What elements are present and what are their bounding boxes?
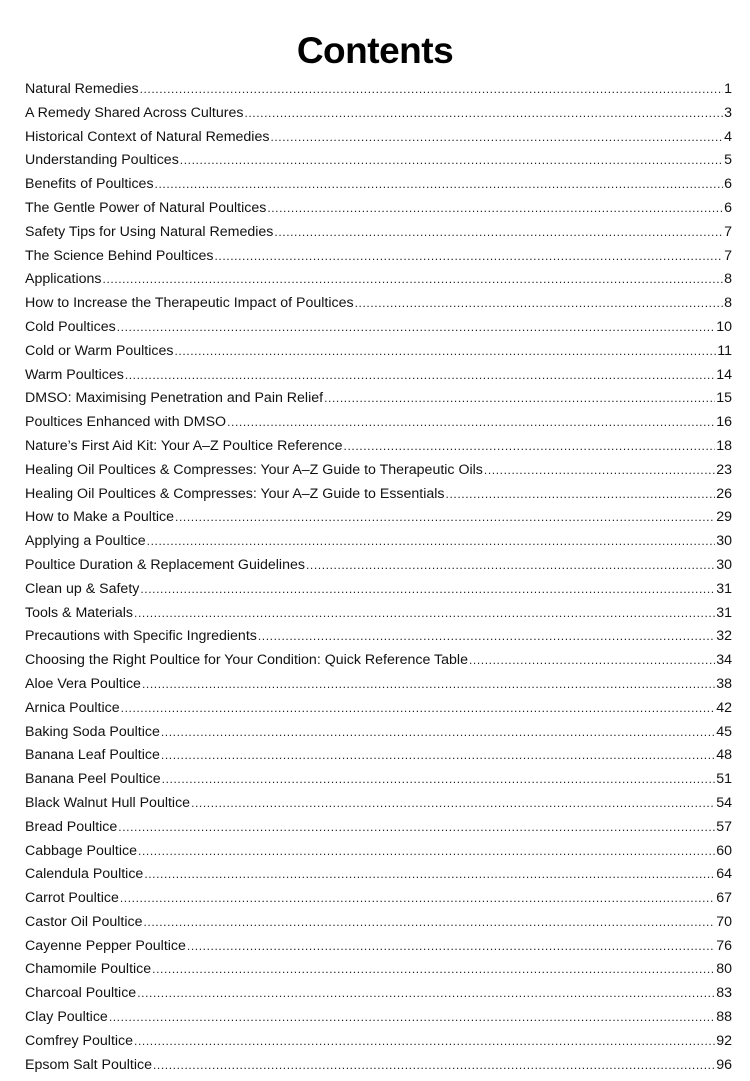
dot-leader (121, 697, 716, 721)
toc-entry-title: Banana Peel Poultice (25, 771, 161, 788)
toc-entry-title: Understanding Poultices (25, 152, 179, 169)
dot-leader (274, 221, 723, 245)
toc-entry-title: Historical Context of Natural Remedies (25, 128, 270, 145)
dot-leader (161, 744, 715, 768)
toc-page-number: 48 (716, 747, 732, 764)
toc-entry[interactable] (25, 411, 732, 435)
toc-entry-title: Aloe Vera Poultice (25, 675, 141, 692)
dot-leader (134, 602, 715, 626)
toc-entry[interactable] (25, 197, 732, 221)
toc-page-number: 6 (724, 176, 732, 193)
toc-page-number: 26 (716, 485, 732, 502)
toc-page-number: 38 (716, 675, 732, 692)
toc-page-number: 42 (716, 699, 732, 716)
toc-entry[interactable] (25, 840, 732, 864)
toc-page-number: 15 (716, 390, 732, 407)
dot-leader (267, 197, 723, 221)
toc-entry-title: Healing Oil Poultices & Compresses: Your A–Z Guide to Therapeutic Oils (25, 461, 483, 478)
dot-leader (227, 411, 715, 435)
dot-leader (258, 625, 715, 649)
toc-entry[interactable] (25, 483, 732, 507)
toc-entry-title: Calendula Poultice (25, 866, 144, 883)
dot-leader (161, 721, 715, 745)
toc-entry-title: Choosing the Right Poultice for Your Condition: Quick Reference Table (25, 652, 468, 669)
toc-entry[interactable] (25, 340, 732, 364)
toc-entry-title: Poultice Duration & Replacement Guidelines (25, 556, 305, 573)
toc-page-number: 31 (716, 580, 732, 597)
toc-entry[interactable] (25, 721, 732, 745)
dot-leader (344, 435, 716, 459)
dot-leader (484, 459, 715, 483)
toc-entry-title: Clay Poultice (25, 1009, 108, 1026)
toc-entry-title: Benefits of Poultices (25, 176, 154, 193)
toc-entry-title: How to Increase the Therapeutic Impact of Poultices (25, 295, 354, 312)
dot-leader (140, 578, 715, 602)
toc-entry-title: Cold or Warm Poultices (25, 342, 174, 359)
toc-entry[interactable] (25, 863, 732, 887)
toc-page-number: 30 (716, 556, 732, 573)
toc-entry[interactable] (25, 173, 732, 197)
toc-page-number: 32 (716, 628, 732, 645)
toc-page-number: 23 (716, 461, 732, 478)
toc-entry-title: Epsom Salt Poultice (25, 1056, 152, 1073)
toc-entry[interactable] (25, 292, 732, 316)
toc-page-number: 5 (724, 152, 732, 169)
dot-leader (103, 268, 724, 292)
dot-leader (180, 149, 723, 173)
toc-page-number: 3 (724, 104, 732, 121)
toc-page-number: 76 (716, 937, 732, 954)
dot-leader (175, 506, 715, 530)
toc-entry-title: Banana Leaf Poultice (25, 747, 160, 764)
toc-page-number: 92 (716, 1032, 732, 1049)
toc-entry[interactable] (25, 554, 732, 578)
dot-leader (187, 935, 715, 959)
toc-entry-title: Cabbage Poultice (25, 842, 138, 859)
toc-entry-title: Cayenne Pepper Poultice (25, 937, 186, 954)
toc-entry-title: Cold Poultices (25, 318, 116, 335)
toc-entry[interactable] (25, 816, 732, 840)
toc-entry-title: Clean up & Safety (25, 580, 140, 597)
toc-entry-title: DMSO: Maximising Penetration and Pain Relief (25, 390, 324, 407)
toc-entry[interactable] (25, 78, 732, 102)
dot-leader (134, 1030, 715, 1054)
toc-entry[interactable] (25, 1006, 732, 1030)
toc-page-number: 60 (716, 842, 732, 859)
toc-entry[interactable] (25, 625, 732, 649)
toc-entry-title: Comfrey Poultice (25, 1032, 134, 1049)
toc-page-number: 96 (716, 1056, 732, 1073)
toc-entry[interactable] (25, 1030, 732, 1054)
dot-leader (109, 1006, 715, 1030)
toc-entry-title: Tools & Materials (25, 604, 134, 621)
toc-entry[interactable] (25, 982, 732, 1006)
dot-leader (153, 1054, 715, 1078)
toc-page-number: 18 (716, 437, 732, 454)
toc-entry[interactable] (25, 649, 732, 673)
toc-entry[interactable] (25, 387, 732, 411)
dot-leader (270, 126, 723, 150)
toc-entry[interactable] (25, 911, 732, 935)
toc-entry[interactable] (25, 102, 732, 126)
toc-page-number: 30 (716, 533, 732, 550)
toc-page-number: 10 (716, 318, 732, 335)
toc-entry-title: Warm Poultices (25, 366, 124, 383)
toc-page-number: 57 (716, 818, 732, 835)
toc-entry[interactable] (25, 792, 732, 816)
toc-page-number: 16 (716, 414, 732, 431)
toc-entry[interactable] (25, 673, 732, 697)
toc-entry-title: Carrot Poultice (25, 890, 119, 907)
toc-entry-title: Applying a Poultice (25, 533, 146, 550)
toc-entry-title: A Remedy Shared Across Cultures (25, 104, 244, 121)
toc-entry-title: Charcoal Poultice (25, 985, 137, 1002)
toc-page-number: 7 (724, 223, 732, 240)
toc-entry-title: Arnica Poultice (25, 699, 120, 716)
toc-entry-title: Black Walnut Hull Poultice (25, 794, 191, 811)
toc-entry[interactable] (25, 316, 732, 340)
toc-entry-title: Precautions with Specific Ingredients (25, 628, 257, 645)
toc-entry[interactable] (25, 602, 732, 626)
dot-leader (144, 863, 715, 887)
toc-entry-title: Applications (25, 271, 102, 288)
dot-leader (118, 816, 715, 840)
toc-entry[interactable] (25, 530, 732, 554)
toc-entry[interactable] (25, 221, 732, 245)
dot-leader (324, 387, 715, 411)
dot-leader (174, 340, 716, 364)
dot-leader (469, 649, 715, 673)
toc-entry[interactable] (25, 126, 732, 150)
dot-leader (120, 887, 715, 911)
toc-entry[interactable] (25, 887, 732, 911)
toc-entry-title: How to Make a Poultice (25, 509, 175, 526)
toc-entry-title: Healing Oil Poultices & Compresses: Your A–Z Guide to Essentials (25, 485, 445, 502)
toc-page-number: 34 (716, 652, 732, 669)
toc-page-number: 88 (716, 1009, 732, 1026)
dot-leader (117, 316, 716, 340)
toc-page-number: 83 (716, 985, 732, 1002)
dot-leader (138, 840, 715, 864)
toc-page-number: 80 (716, 961, 732, 978)
toc-entry-title: Poultices Enhanced with DMSO (25, 414, 227, 431)
toc-page-number: 70 (716, 913, 732, 930)
toc-entry[interactable] (25, 935, 732, 959)
toc-entry[interactable] (25, 364, 732, 388)
toc-page-number: 6 (724, 199, 732, 216)
toc-entry[interactable] (25, 744, 732, 768)
toc-page-number: 14 (716, 366, 732, 383)
toc-entry-title: Castor Oil Poultice (25, 913, 143, 930)
dot-leader (142, 673, 715, 697)
toc-entry[interactable] (25, 578, 732, 602)
table-of-contents (25, 78, 732, 1077)
dot-leader (162, 768, 716, 792)
toc-page-number: 64 (716, 866, 732, 883)
dot-leader (140, 78, 724, 102)
toc-page-number: 45 (716, 723, 732, 740)
dot-leader (306, 554, 715, 578)
dot-leader (446, 483, 716, 507)
dot-leader (155, 173, 724, 197)
toc-page-number: 54 (716, 794, 732, 811)
toc-entry-title: Baking Soda Poultice (25, 723, 160, 740)
toc-entry[interactable] (25, 768, 732, 792)
dot-leader (191, 792, 715, 816)
dot-leader (147, 530, 716, 554)
toc-entry[interactable] (25, 506, 732, 530)
toc-page-number: 8 (724, 271, 732, 288)
toc-page-number: 31 (716, 604, 732, 621)
toc-entry[interactable] (25, 958, 732, 982)
toc-page-number: 29 (716, 509, 732, 526)
toc-entry[interactable] (25, 268, 732, 292)
toc-page-number: 11 (717, 342, 732, 359)
toc-entry-title: Bread Poultice (25, 818, 118, 835)
dot-leader (152, 958, 715, 982)
toc-page-number: 51 (716, 771, 732, 788)
toc-entry[interactable] (25, 149, 732, 173)
dot-leader (355, 292, 724, 316)
toc-entry-title: The Science Behind Poultices (25, 247, 214, 264)
dot-leader (244, 102, 723, 126)
dot-leader (125, 364, 715, 388)
toc-entry-title: Safety Tips for Using Natural Remedies (25, 223, 274, 240)
toc-entry[interactable] (25, 245, 732, 269)
toc-page-number: 8 (724, 295, 732, 312)
toc-page-number: 7 (724, 247, 732, 264)
toc-entry-title: Nature’s First Aid Kit: Your A–Z Poultice Reference (25, 437, 343, 454)
toc-entry[interactable] (25, 459, 732, 483)
toc-entry[interactable] (25, 435, 732, 459)
toc-entry[interactable] (25, 1054, 732, 1078)
page-title: Contents (296, 29, 454, 71)
toc-page-number: 67 (716, 890, 732, 907)
toc-entry-title: The Gentle Power of Natural Poultices (25, 199, 267, 216)
toc-page-number: 4 (724, 128, 732, 145)
toc-entry-title: Chamomile Poultice (25, 961, 152, 978)
toc-entry[interactable] (25, 697, 732, 721)
toc-entry-title: Natural Remedies (25, 81, 139, 97)
dot-leader (215, 245, 724, 269)
dot-leader (143, 911, 715, 935)
toc-page-number: 1 (724, 81, 732, 97)
dot-leader (137, 982, 715, 1006)
